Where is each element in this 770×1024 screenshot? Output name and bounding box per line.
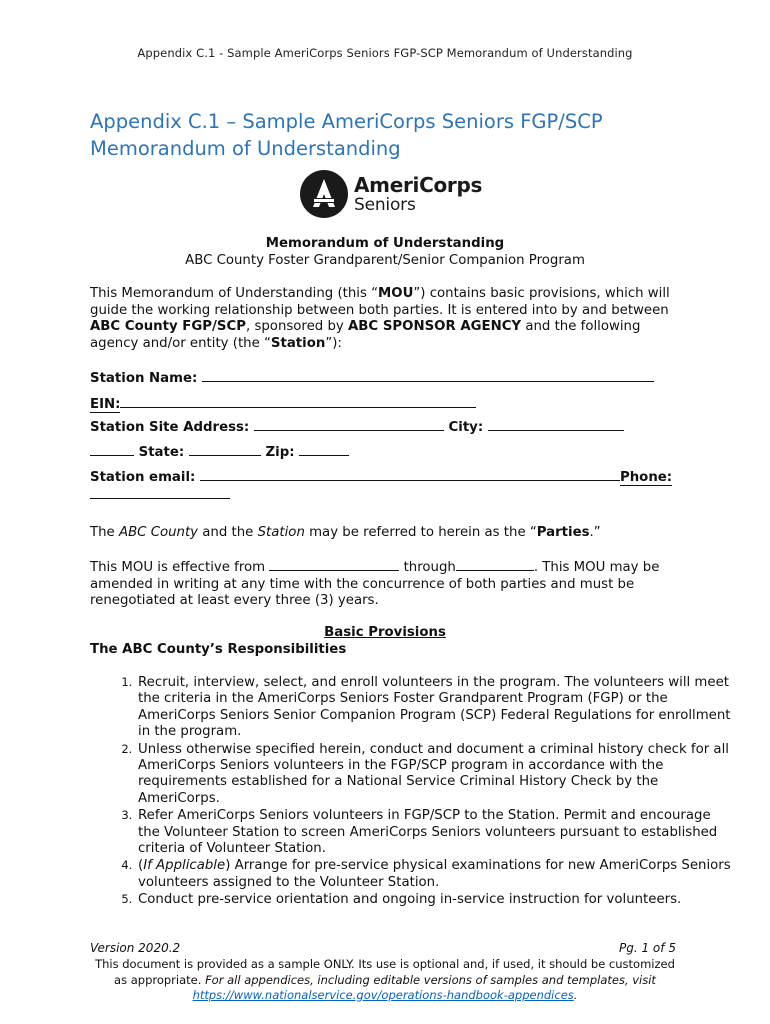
intro-sponsor: ABC SPONSOR AGENCY <box>348 319 522 335</box>
provision4-italic: If Applicable <box>143 858 226 874</box>
city-blank[interactable] <box>488 418 624 431</box>
effective-paragraph <box>90 558 690 610</box>
title-line-2: Memorandum of Understanding <box>90 137 401 160</box>
parties-paragraph <box>90 525 690 542</box>
parties-text-2: and the <box>198 525 258 540</box>
intro-mou: MOU <box>378 286 414 301</box>
list-item <box>136 857 731 891</box>
ein-label: EIN: <box>90 397 121 412</box>
station-name-label: Station Name: <box>90 371 202 386</box>
state-label: State: <box>134 445 189 460</box>
footer-version: Version 2020.2 <box>90 941 181 955</box>
title-line-1: Appendix C.1 – Sample AmeriCorps Seniors FGP/SCP <box>90 110 603 133</box>
provisions-list <box>90 674 731 909</box>
intro-paragraph <box>90 286 690 352</box>
intro-text-2: ”) contains basic provisions, which will guide the working relationship between both parties. It is entered into by and between <box>90 286 670 318</box>
footer-note <box>90 957 680 1004</box>
mou-heading: Memorandum of Understanding <box>265 236 505 251</box>
intro-text-5: ”): <box>325 335 342 351</box>
americorps-logo-icon <box>300 170 348 218</box>
list-item: 5. Conduct pre-service orientation and ongoing in-service instruction for volunteers. <box>136 891 731 908</box>
basic-provisions-heading: Basic Provisions <box>324 625 446 640</box>
logo-name: AmeriCorps <box>354 173 483 197</box>
footer-note-end: . <box>573 988 578 1002</box>
list-item: 1. Recruit, interview, select, and enroll volunteers in the program. The volunteers will meet the criteria in the AmeriCorps Seniors Foster Grandparent Program (FGP) or the AmeriCorps Seniors Senior Companion Program (SCP) Federal Regulations for enrollment in the program. <box>136 674 731 741</box>
phone-label: Phone: <box>619 470 673 485</box>
zip-label: Zip: <box>260 445 300 460</box>
intro-text-3: , sponsored by <box>245 319 348 335</box>
address-cont-blank[interactable] <box>90 443 134 456</box>
ein-field <box>90 395 476 413</box>
site-address-label: Station Site Address: <box>90 420 254 435</box>
running-header: Appendix C.1 - Sample AmeriCorps Seniors FGP-SCP Memorandum of Understanding <box>137 46 633 60</box>
effective-text-3: . This MOU may be amended in writing at any time with the concurrence of both parties and must be renegotiated at least every three (3) years. <box>90 560 660 609</box>
state-blank[interactable] <box>189 443 261 456</box>
footer-page-number: Pg. 1 of 5 <box>619 941 676 955</box>
parties-text-3: may be referred to herein as the “ <box>304 525 537 540</box>
list-item: 3. Refer AmeriCorps Seniors volunteers in FGP/SCP to the Station. Permit and encourage the Volunteer Station to screen AmeriCorps Seniors volunteers pursuant to established criteria of Volunteer Station. <box>136 807 731 857</box>
effective-text-1: This MOU is effective from <box>90 560 270 575</box>
state-zip-field <box>90 443 349 460</box>
city-label: City: <box>443 420 488 435</box>
appendices-link[interactable]: https://www.nationalservice.gov/operations-handbook-appendices <box>192 988 574 1002</box>
zip-blank[interactable] <box>299 443 349 456</box>
intro-fgp: ABC County FGP/SCP <box>90 319 246 335</box>
document-title <box>90 108 603 162</box>
phone-blank-row <box>90 484 230 503</box>
parties-text-4: .” <box>589 525 601 540</box>
ein-blank-1[interactable] <box>120 395 230 408</box>
americorps-seniors-logo <box>300 170 483 222</box>
footer-note-text: This document is provided as a sample ONLY. Its use is optional and, if used, it should be customized as appropriate. <box>95 957 675 987</box>
provision4-text: ) Arrange for pre-service physical examinations for new AmeriCorps Seniors volunteers assigned to the Volunteer Station. <box>138 858 731 890</box>
parties-county: ABC County <box>118 525 199 540</box>
mou-subheading: ABC County Foster Grandparent/Senior Companion Program <box>185 253 585 268</box>
site-address-blank[interactable] <box>254 418 444 431</box>
intro-station: Station <box>270 335 326 351</box>
parties-station: Station <box>257 525 305 540</box>
logo-subname: Seniors <box>354 195 416 215</box>
email-label: Station email: <box>90 470 200 485</box>
provision4-open: ( <box>138 858 144 874</box>
effective-through-blank[interactable] <box>456 558 534 571</box>
effective-from-blank[interactable] <box>269 558 399 571</box>
parties-term: Parties <box>536 525 590 540</box>
email-blank[interactable] <box>200 468 620 481</box>
intro-text-1: This Memorandum of Understanding (this “ <box>90 286 379 301</box>
footer-note-italic: For all appendices, including editable versions of samples and templates, visit <box>205 972 656 987</box>
responsibilities-heading: The ABC County’s Responsibilities <box>90 642 347 657</box>
station-name-blank[interactable] <box>202 369 654 382</box>
list-item: 2. Unless otherwise specified herein, conduct and document a criminal history check for all AmeriCorps Seniors volunteers in the FGP/SCP program in accordance with the requirements established for a National Service Criminal History Check by the AmeriCorps. <box>136 741 731 808</box>
phone-blank[interactable] <box>90 486 230 499</box>
effective-text-2: through <box>399 560 456 575</box>
ein-blank-2[interactable] <box>230 395 476 408</box>
station-name-field <box>90 369 654 386</box>
parties-text-1: The <box>90 525 119 540</box>
intro-text-4: and the following agency and/or entity (the “ <box>90 319 641 351</box>
site-address-field <box>90 418 624 435</box>
